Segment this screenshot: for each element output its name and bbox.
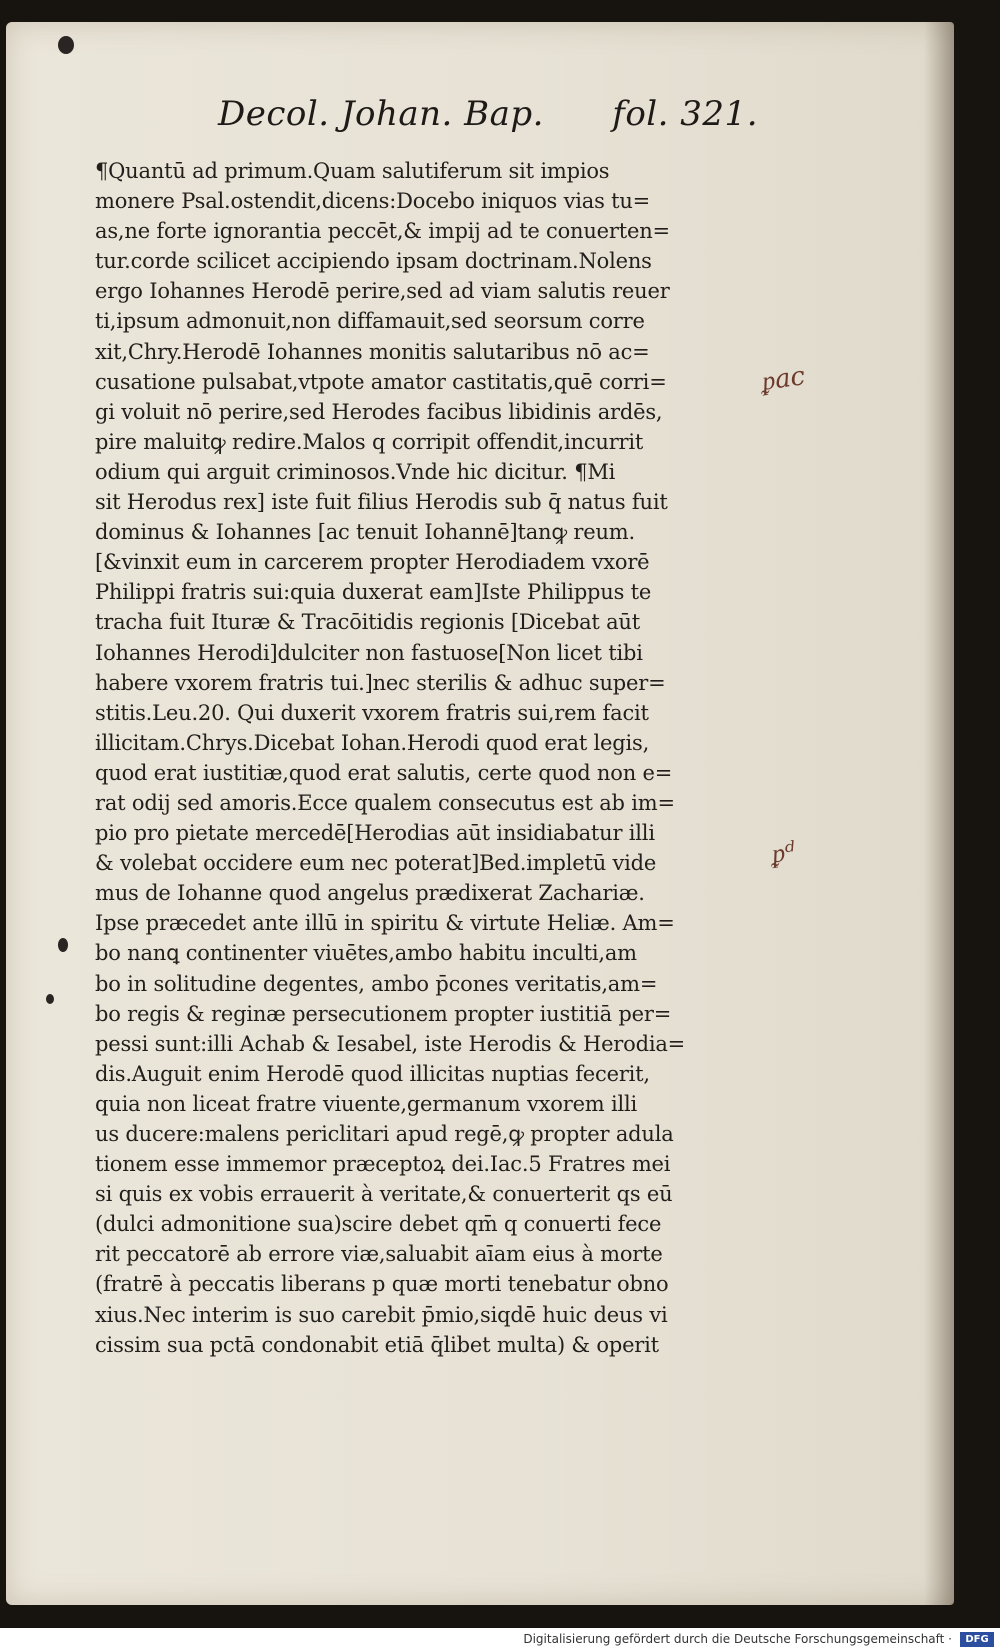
text-line: tracha fuit Ituræ & Tracōitidis regionis [Dicebat aūt [95, 610, 640, 635]
text-line: cissim sua pctā condonabit etiā q̄libet multa) & operit [95, 1332, 659, 1357]
text-line: xius.Nec interim is suo carebit p̄mio,siqdē huic deus vi [95, 1302, 668, 1327]
text-line: gi voluit nō perire,sed Herodes facibus libidinis ardēs, [95, 399, 663, 424]
text-line: habere vxorem fratris tui.]nec sterilis & adhuc super= [95, 670, 666, 695]
text-line: xit,Chry.Herodē Iohannes monitis salutaribus nō ac= [95, 339, 650, 364]
text-line: sit Herodus rex] iste fuit filius Herodis sub q̄ natus fuit [95, 490, 668, 515]
text-line: monere Psal.ostendit,dicens:Docebo iniquos vias tu= [95, 189, 651, 214]
ink-spot [58, 938, 68, 952]
text-line: [&vinxit eum in carcerem propter Herodiadem vxorē [95, 550, 650, 575]
text-line: pio pro pietate mercedē[Herodias aūt insidiabatur illi [95, 821, 655, 846]
text-line: bo in solitudine degentes, ambo p̄cones veritatis,am= [95, 971, 658, 996]
body-text [95, 156, 755, 1360]
text-line: bo regis & reginæ persecutionem propter iustitiā per= [95, 1001, 672, 1026]
text-line: quod erat iustitiæ,quod erat salutis, certe quod non e= [95, 760, 673, 785]
dfg-logo: DFG [960, 1632, 994, 1647]
text-line: odium qui arguit criminosos.Vnde hic dicitur. ¶Mi [95, 459, 616, 484]
running-title: Decol. Johan. Bap. [218, 94, 544, 134]
text-line: illicitam.Chrys.Dicebat Iohan.Herodi quod erat legis, [95, 730, 650, 755]
text-line: tur.corde scilicet accipiendo ipsam doctrinam.Nolens [95, 249, 652, 274]
text-line: stitis.Leu.20. Qui duxerit vxorem fratris sui,rem facit [95, 700, 649, 725]
text-line: ¶Quantū ad primum.Quam salutiferum sit impios [95, 159, 610, 183]
text-line: bo nanꝗ continenter viuētes,ambo habitu inculti,am [95, 941, 637, 966]
running-header [218, 82, 758, 142]
text-line: Philippi fratris sui:quia duxerat eam]Iste Philippus te [95, 580, 652, 605]
text-line: rit peccatorē ab errore viæ,saluabit aīam eius à morte [95, 1242, 663, 1267]
text-line: ti,ipsum admonuit,non diffamauit,sed seorsum corre [95, 309, 645, 334]
text-line: ergo Iohannes Herodē perire,sed ad viam salutis reuer [95, 279, 670, 304]
text-line: mus de Iohanne quod angelus prædixerat Zachariæ. [95, 881, 645, 906]
text-line: as,ne forte ignorantia peccēt,& impij ad te conuerten= [95, 219, 670, 244]
text-line: pire maluitꝙ redire.Malos q corripit offendit,incurrit [95, 429, 644, 454]
text-line: (fratrē à peccatis liberans p quæ morti tenebatur obno [95, 1272, 669, 1297]
ink-spot [58, 36, 74, 54]
page-edge-shadow [924, 22, 954, 1605]
margin-annotation: ᵱac [760, 361, 807, 397]
text-line: Ipse præcedet ante illū in spiritu & virtute Heliæ. Am= [95, 911, 675, 936]
text-line: rat odij sed amoris.Ecce qualem consecutus est ab im= [95, 790, 675, 815]
folio-number: fol. 321. [612, 94, 758, 134]
text-line: & volebat occidere eum nec poterat]Bed.impletū vide [95, 851, 657, 876]
ink-spot [46, 994, 54, 1004]
text-line: si quis ex vobis errauerit à veritate,& conuerterit qs eū [95, 1182, 673, 1207]
text-line: dis.Auguit enim Herodē quod illicitas nuptias fecerit, [95, 1061, 650, 1086]
text-line: dominus & Iohannes [ac tenuit Iohannē]tanꝙ reum. [95, 520, 635, 545]
digitization-footer [0, 1628, 1000, 1651]
text-line: us ducere:malens periclitari apud regē,ꝙ propter adula [95, 1122, 674, 1146]
margin-annotation: ᵱᵈ [770, 836, 798, 870]
footer-credit: Digitalisierung gefördert durch die Deutsche Forschungsgemeinschaft · [523, 1632, 952, 1646]
text-line: Iohannes Herodi]dulciter non fastuose[Non licet tibi [95, 640, 643, 665]
text-line: quia non liceat fratre viuente,germanum vxorem illi [95, 1091, 638, 1116]
text-line: cusatione pulsabat,vtpote amator castitatis,quē corri= [95, 369, 667, 394]
text-line: pessi sunt:illi Achab & Iesabel, iste Herodis & Herodia= [95, 1031, 686, 1056]
text-line: (dulci admonitione sua)scire debet qm̄ q conuerti fece [95, 1212, 662, 1237]
text-line: tionem esse immemor præceptoꝝ dei.Iac.5 Fratres mei [95, 1152, 671, 1177]
